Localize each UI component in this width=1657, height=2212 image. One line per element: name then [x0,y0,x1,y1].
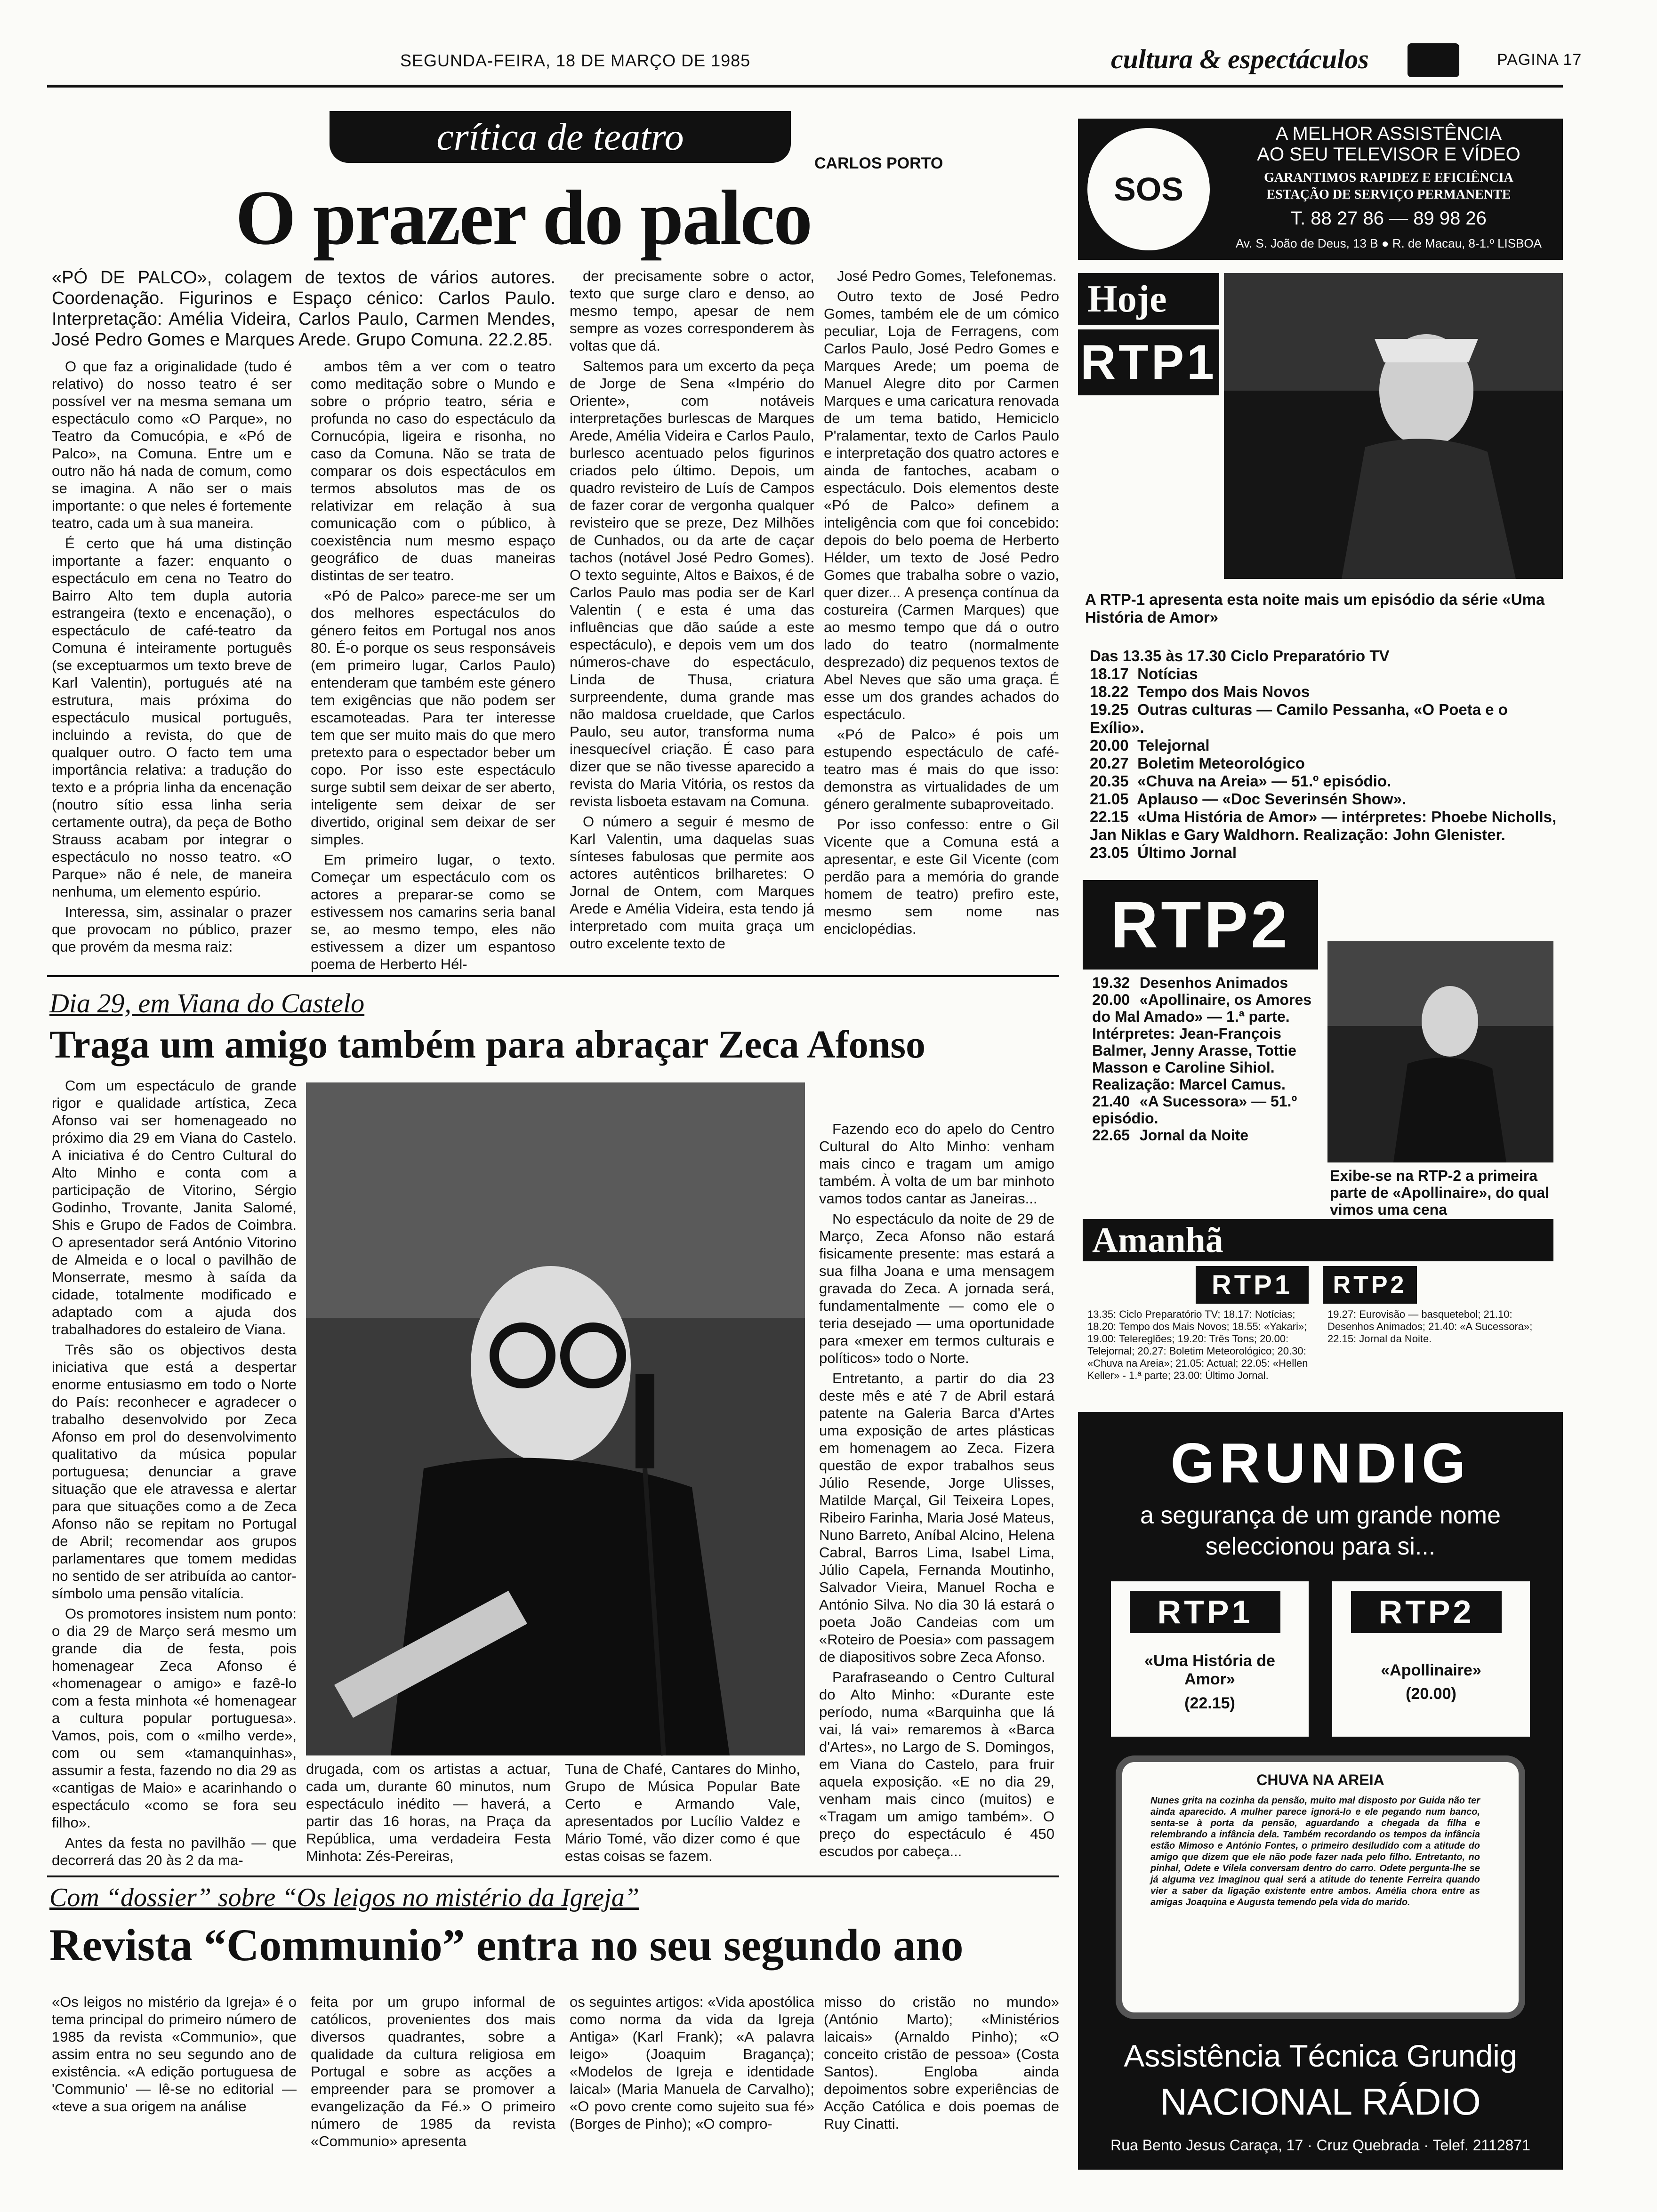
grundig-pick-1 [1111,1581,1309,1737]
schedule-item: 21.05 Aplauso — «Doc Severinsén Show». [1090,790,1407,808]
section-rule [47,1875,1059,1877]
grundig-pick-1-title: «Uma História de Amor» [1144,1652,1275,1688]
paragraph: Parafraseando o Centro Cultural do Alto Minho: «Durante este período, numa «Barquinha que lá vai, lá vai» remaremos à «Barca d'Artes», no Largo de S. Domingos, em Viana do Castelo, para fruir aquela exposição. «E no dia 29, venham mais cinco (muitos) e «Tragam um amigo também». O preço do espectáculo é 450 escudos por cabeça... [819,1669,1054,1859]
tomorrow-rtp2-logo: RTP2 [1323,1266,1417,1304]
article-column-3 [570,267,814,960]
paragraph: Fazendo eco do apelo do Centro Cultural do Alto Minho: venham mais cinco e tragam um amigo também. À volta de um bar minhoto vamos todos cantar as Janeiras... [819,1121,1054,1207]
schedule-item: 20.00 Telejornal [1090,737,1210,754]
rtp1-caption: A RTP-1 apresenta esta noite mais um episódio da série «Uma História de Amor» [1085,591,1545,626]
paragraph: Interessa, sim, assinalar o prazer que provocam no público, prazer que provém da mesma raiz: [52,904,292,955]
sos-badge: SOS [1087,128,1210,250]
article-column-3: os seguintes artigos: «Vida apostólica como norma da vida da Igreja Antiga» (Karl Frank); «A palavra leigo» (Joaquim Bragança); «Modelos de Igreja e identidade laical» (Maria Manuela de Carvalho); «O povo crente como sujeito sua fé» (Borges de Pinho); «O compro- [570,1994,814,2132]
paragraph: ambos têm a ver com o teatro como meditação sobre o Mundo e sobre o próprio teatro, séria e profunda no caso do espectáculo da Cornucópia, ligeira e risonha, no caso da Comuna. Não se trata de comparar os dois espectáculos em termos absolutos mas de os relativizar em relação à sua comunicação com o público, à coexistência num mesmo espaço geográfico de duas maneiras distintas de ser teatro. [311,358,555,584]
schedule-item: 18.17 Notícias [1090,665,1198,682]
issue-date: SEGUNDA-FEIRA, 18 DE MARÇO DE 1985 [400,51,751,70]
section-title: cultura & espectáculos [1111,44,1369,74]
article-column-4 [819,1120,1054,1864]
article-column-1 [52,1077,297,1868]
rtp1-logo: RTP1 [1130,1591,1280,1633]
author-byline: CARLOS PORTO [814,154,943,172]
paragraph: «Pó de Palco» é pois um estupendo espectáculo de café-teatro mas é mais do que isso: demonstra as virtualidades de um género geralmente subaproveitado. [824,726,1059,812]
article-kicker: Com “dossier” sobre “Os leigos no mistério da Igreja” [49,1883,639,1912]
paragraph: Os promotores insistem num ponto: o dia 29 de Março será mesmo um grande dia de festa, pois homenagear Zeca Afonso é «homenagear o amigo» e fazê-lo com a festa minhota «é homenagear a cultura popular portuguesa». Vamos, pois, com o «milho verde», com ou sem «tamanquinhas», assumir a festa, fazendo no dia 29 as «cantigas de Maio» e acarinhando o espectáculo «como se fora seu filho». [52,1605,297,1831]
paragraph: Outro texto de José Pedro Gomes, também ele de um cómico peculiar, Loja de Ferragens, com Carlos Paulo, José Pedro Gomes e Marques Arede; um poema de Manuel Alegre dito por Carmen Marques e uma caricatura renovada de um tema batido, Hemiciclo P'ralamentar, texto de Carlos Paulo e interpretação dos quatro actores e ainda de fantoches, acabam o espectáculo. Dois elementos deste «Pó de Palco» definem a inteligência com que foi concebido: depois do belo poema de Herberto Hélder, um texto de José Pedro Gomes que trabalha sobre o vazio, quer dizer... A presença contínua da costureira (Carmen Marques) que ao mesmo tempo que dá o outro lado do teatro (normalmente desprezado) diz pequenos textos de Abel Neves que são uma graça. É esse um dos grandes achados do espectáculo. [824,288,1059,722]
article-continuation-1: drugada, com os artistas a actuar, cada um, durante 60 minutos, num espectáculo inédito — haverá, a partir das 16 horas, na Praça da República, uma verdadeira Festa Minhota: Zés-Pereiras, [306,1761,551,1864]
paragraph: É certo que há uma distinção importante a fazer: enquanto o espectáculo em cena no Teatro do Bairro Alto tem dupla autoria estrangeira (texto e encenação), o espectáculo de café-teatro da Comuna é inteiramente português (se exceptuarmos um texto breve de Karl Valentin), portugués até na estrutura, mais próxima do espectáculo musical português, incluindo a revista, do que de qualquer outro. O facto tem uma importância relativa: a tradução do texto e a própria linha da encenação (noutro sítio essa linha seria certamente outra), da peça de Botho Strauss acabam por integrar o espectáculo no nosso teatro. «O Parque» não é nele, de maneira nenhuma, um elemento espúrio. [52,535,292,900]
masthead-rule [47,85,1563,88]
paragraph: Em primeiro lugar, o texto. Começar um espectáculo com os actores a preparar-se como se estivessem nos camarins seria banal se, ao mesmo tempo, eles não estivessem a dizer um espantoso poema de Herberto Hél- [311,851,555,972]
article-column-1 [52,358,292,960]
tv-screen-illustration [1116,1755,1525,2019]
zeca-afonso-photo [306,1082,805,1755]
grundig-service-1: Assistência Técnica Grundig [1124,2038,1517,2073]
screen-title: CHUVA NA AREIA [1256,1771,1384,1788]
article-kicker: Dia 29, em Viana do Castelo [49,988,365,1018]
article-lead: «PÓ DE PALCO», colagem de textos de vários autores. Coordenação. Figurinos e Espaço cénico: Carlos Paulo. Interpretação: Amélia Videira, Carlos Paulo, Carmen Mendes, José Pedro Gomes e Marques Arede. Grupo Comuna. 22.2.85. [52,268,555,350]
sos-slogan-1: GARANTIMOS RAPIDEZ E EFICIÊNCIA [1264,170,1513,185]
paragraph: Antes da festa no pavilhão — que decorrerá das 20 às 2 da ma- [52,1835,297,1868]
article-column-2: feita por um grupo informal de católicos, provenientes dos mais diversos quadrantes, sobre a qualidade da cultura religiosa em Portugal e sobre as acções a empreender para se promover a evangelização da Fé.» O primeiro número de 1985 da revista «Communio» apresenta [311,1994,555,2149]
paragraph: Saltemos para um excerto da peça de Jorge de Sena «Império do Oriente», com notáveis interpretações burlescas de Marques Arede, Amélia Videira e Carlos Paulo, burlesco acentuado pelos figurinos criados pelo último. Depois, um quadro revisteiro de Luís de Campos de fazer corar de vergonha qualquer revisteiro que se preze, Dez Milhões de Cunhados, ou da arte de caçar tachos (notável José Pedro Gomes). O texto seguinte, Altos e Baixos, é de Carlos Paulo mas podia ser de Karl Valentin ( e esta é uma das influências que dão saúde a este espectáculo), e depois vem um dos números-chave do espectáculo, Linda de Thusa, criatura surpreendente, duma grande mas não maldosa crueldade, que Carlos Paulo, seu autor, transforma numa inesquecível criação. É caso para dizer que se não tivesse aparecido a revista do Maria Vitória, os restos da revista lisboeta estavam na Comuna. [570,358,814,809]
article-column-2 [311,358,555,972]
paragraph: Entretanto, a partir do dia 23 deste mês e até 7 de Abril estará patente na Galeria Barca d'Artes uma exposição de artes plásticas em homenagem ao Zeca. Fizera questão de expor trabalhos seus Júlio Resende, Jorge Ulisses, Matilde Marçal, Gil Teixeira Lopes, Ribeiro Farinha, Maria José Mateus, Nuno Barreto, Aníbal Alcino, Helena Cabral, Barros Lima, Isabel Lima, Júlio Capela, Fernanda Moutinho, Salvador Vieira, Manuel Rocha e António Silva. No dia 30 lá estará o poeta João Candeias com um «Roteiro de Poesia» com passagem de diapositivos sobre Zeca Afonso. [819,1370,1054,1665]
schedule-item: 20.35 «Chuva na Areia» — 51.º episódio. [1090,772,1392,790]
grundig-address: Rua Bento Jesus Caraça, 17 · Cruz Quebrada · Telef. 2112871 [1110,2137,1530,2154]
article-column-4: misso do cristão no mundo» (António Marto); «Ministérios laicais» (Arnaldo Pinho); «O conceito cristão de pessoa» (Costa Santos). Engloba ainda depoimentos sobre experiências de Acção Católica e dois poemas de Ruy Cinatti. [824,1994,1059,2132]
schedule-item: Das 13.35 às 17.30 Ciclo Preparatório TV [1090,647,1390,665]
paragraph: O número a seguir é mesmo de Karl Valentin, uma daquelas suas sínteses fabulosas que permite aos actores autênticos brilharetes: O Jornal de Ontem, com Marques Arede e Amélia Videira, esta tendo já interpretado com muita graça um outro excelente texto de [570,813,814,952]
rtp1-logo: RTP1 [1078,329,1219,395]
rtp2-caption: Exibe-se na RTP-2 a primeira parte de «Apollinaire», do qual vimos uma cena [1330,1167,1549,1218]
schedule-item: 22.65 Jornal da Noite [1092,1127,1249,1144]
rtp2-schedule [1092,974,1313,1144]
article-column-4 [824,267,1059,960]
article-headline: O prazer do palco [235,174,812,261]
grundig-service-2: NACIONAL RÁDIO [1160,2081,1481,2123]
tomorrow-rtp2-schedule: 19.27: Eurovisão — basquetebol; 21.10: Desenhos Animados; 21.40: «A Sucessora»; 22.15: Jornal da Noite. [1327,1308,1533,1345]
paragraph: Três são os objectivos desta iniciativa que está a despertar enorme entusiasmo em todo o Norte do País: reconhecer e agradecer o trabalho desenvolvido por Zeca Afonso em prol do desenvolvimento qualitativo da música popular portuguesa; denunciar a grave situação que ele atravessa e alertar para que situações como a de Zeca Afonso não se repitam no Portugal de Abril; recomendar aos grupos parlamentares que tomem medidas no sentido de ser atribuída ao cantor-símbolo uma pensão vitalícia. [52,1341,297,1602]
sos-headline-1: A MELHOR ASSISTÊNCIA [1275,123,1502,144]
paragraph: «Pó de Palco» parece-me ser um dos melhores espectáculos do género feitos em Portugal nos anos 80. É-o porque os seus responsáveis (em primeiro lugar, Carlos Paulo) entenderam que também este género tem exigências que não podem ser escamoteadas. Para ter interesse tem que ser muito mais do que mero pretexto para o espectador beber um copo. Por isso este espectáculo surge subtil sem deixar de ser aberto, inteligente sem deixar de ser divertido, original sem deixar de ser simples. [311,587,555,848]
section-rule [47,975,1059,977]
sos-headline-2: AO SEU TELEVISOR E VÍDEO [1257,144,1520,165]
paragraph: No espectáculo da noite de 29 de Março, Zeca Afonso não estará fisicamente presente: mas estará a sua filha Joana e uma mensagem gravada do Zeca. A jornada será, fundamentalmente — como ele o teria desejado — uma oportunidade para «mexer em termos culturais e políticos» todo o Norte. [819,1210,1054,1366]
sos-address: Av. S. João de Deus, 13 B ● R. de Macau, 8-1.º LISBOA [1235,236,1542,250]
apollinaire-photo [1327,941,1553,1162]
grundig-tagline-2: seleccionou para si... [1205,1533,1436,1560]
tomorrow-rtp1-schedule: 13.35: Ciclo Preparatório TV; 18.17: Notícias; 18.20: Tempo dos Mais Novos; 18.55: «Yakari»; 19.00: Telereglões; 19.20: Três Tons; 20.00: Telejornal; 20.27: Boletim Meteorológico; 20.30: «Chuva na Areia»; 21.05: Actual; 22.05: «Hellen Keller» - 1.ª parte; 23.00: Último Jornal. [1087,1308,1308,1381]
grundig-tagline-1: a segurança de um grande nome [1140,1502,1501,1529]
article-column-1: «Os leigos no mistério da Igreja» é o tema principal do primeiro número de 1985 da revista «Communio», que assim entra no seu segundo ano de existência. «A edição portuguesa de 'Communio' — lê-se no editorial — «teve a sua origem na análise [52,1994,297,2115]
page-number: PAGINA 17 [1497,51,1582,69]
article-headline: Traga um amigo também para abraçar Zeca Afonso [49,1023,926,1066]
grundig-brand: GRUNDIG [1170,1432,1471,1495]
schedule-item: 20.00 «Apollinaire, os Amores do Mal Amado» — 1.ª parte. Intérpretes: Jean-François Balmer, Jenny Arasse, Tottie Masson e Caroline Sihiol. Realização: Marcel Camus. [1092,991,1312,1093]
tomorrow-label: Amanhã [1083,1219,1553,1261]
schedule-item: 22.15 «Uma História de Amor» — intérpretes: Phoebe Nicholls, Jan Niklas e Gary Waldhorn. Realização: John Glenister. [1090,808,1557,843]
paragraph: O que faz a originalidade (tudo é relativo) do nosso teatro é ser possível ver na mesma semana um espectáculo como «O Parque», no Teatro da Comucópia, e «Pó de Palco», na Comuna. Entre um e outro não há nada de comum, como se imagina. A não ser o mais importante: o que neles é fortemente teatro, cada um à sua maneira. [52,358,292,531]
sos-slogan-2: ESTAÇÃO DE SERVIÇO PERMANENTE [1266,187,1511,202]
rtp1-schedule [1090,647,1560,862]
schedule-item: 19.25 Outras culturas — Camilo Pessanha, «O Poeta e o Exílio». [1090,701,1508,736]
uma-historia-de-amor-photo [1224,273,1563,579]
sos-advertisement [1078,119,1563,260]
paragraph: Por isso confesso: entre o Gil Vicente que a Comuna está a apresentar, e este Gil Vicente (com perdão para a memória do grande homem de teatro) prefiro este, mesmo sem nome nas enciclopédias. [824,816,1059,937]
screen-synopsis: Nunes grita na cozinha da pensão, muito mal disposto por Guida não ter ainda aparecido. A mulher parece ignorá-lo e ele pegando num banco, senta-se à porta da pensão, aguardando a chegada da filha e relembrando a infância dela. Também recordando os tempos da infância estão Mimoso e António Fontes, o primeiro desiludido com a atitude do amigo que dizem que ele não pode fazer nada pelo filho. Entretanto, no pinhal, Odete e Vilela conversam dentro do carro. Odete pergunta-lhe se já alguma vez imaginou qual será a atitude do tenente Ferreira quando vier a saber da ligação existente entre ambos. Amélia chora entre as amigas Joaquina e Augusta temendo pela vida do marido. [1150,1795,1480,1907]
paragraph: der precisamente sobre o actor, texto que surge claro e denso, ao mesmo tempo, apesar de nem sempre as vozes corresponderem às voltas que dá. [570,268,814,354]
grundig-pick-2 [1332,1581,1530,1737]
tomorrow-rtp1-logo: RTP1 [1196,1266,1309,1304]
article-continuation-2: Tuna de Chafé, Cantares do Minho, Grupo de Música Popular Bate Certo e Armando Vale, apresentados por Lucílio Valdez e Mário Tomé, vão dizer como é que estas coisas se fazem. [565,1761,800,1864]
article-headline: Revista “Communio” entra no seu segundo ano [49,1920,964,1970]
today-label: Hoje [1078,273,1219,325]
grundig-pick-1-time: (22.15) [1184,1694,1235,1712]
column-kicker: crítica de teatro [330,111,791,163]
paragraph: Com um espectáculo de grande rigor e qualidade artística, Zeca Afonso vai ser homenageado no próximo dia 29 em Viana do Castelo. A iniciativa é do Centro Cultural do Alto Minho e conta com a participação de Vitorino, Sérgio Godinho, Trovante, Janita Salomé, Shis e Grupo de Fados de Coimbra. O apresentador será António Vitorino de Almeida e o local o pavilhão de Monserrate, mesmo à saída da cidade, totalmente modificado e adaptado com a ajuda dos trabalhadores do estaleiro de Viana. [52,1077,297,1338]
schedule-item: 18.22 Tempo dos Mais Novos [1090,683,1310,700]
paragraph: José Pedro Gomes, Telefonemas. [837,268,1057,284]
schedule-item: 19.32 Desenhos Animados [1092,974,1288,991]
grundig-pick-2-time: (20.00) [1406,1685,1456,1703]
rtp2-logo: RTP2 [1083,880,1318,970]
sos-phone: T. 88 27 86 — 89 98 26 [1291,208,1487,229]
grundig-advertisement [1078,1412,1563,2170]
schedule-item: 21.40 «A Sucessora» — 51.º episódio. [1092,1093,1297,1127]
section-logo-icon [1408,43,1459,77]
grundig-pick-2-title: «Apollinaire» [1381,1661,1481,1679]
schedule-item: 23.05 Último Jornal [1090,844,1237,861]
schedule-item: 20.27 Boletim Meteorológico [1090,754,1305,772]
rtp2-logo: RTP2 [1351,1591,1502,1633]
